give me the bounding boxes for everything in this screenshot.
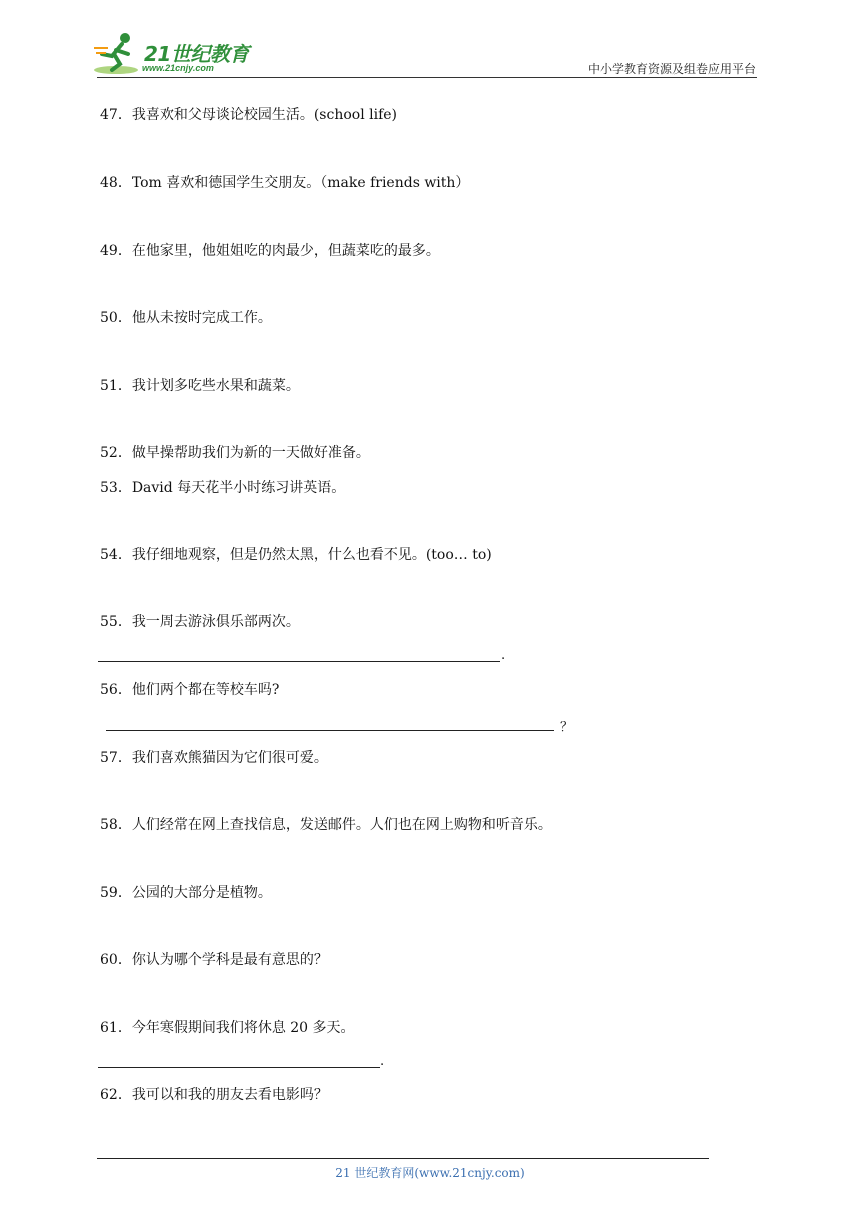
question-62 — [100, 1086, 328, 1104]
question-number: 51． — [100, 378, 132, 394]
question-text: 我喜欢和父母谈论校园生活。(school life) — [131, 107, 398, 123]
answer-line-61[interactable] — [98, 1067, 380, 1068]
question-number: 48． — [100, 175, 132, 191]
question-text: 你认为哪个学科是最有意思的？ — [131, 952, 328, 968]
footer-link[interactable]: 21 世纪教育网(www.21cnjy.com) — [335, 1166, 525, 1180]
question-number: 58． — [100, 817, 132, 833]
platform-name: 中小学教育资源及组卷应用平台 — [587, 62, 756, 76]
question-text: 我计划多吃些水果和蔬菜。 — [131, 378, 300, 394]
question-text: 公园的大部分是植物。 — [131, 885, 272, 901]
question-text: 人们经常在网上查找信息，发送邮件。人们也在网上购物和听音乐。 — [131, 817, 552, 833]
question-49 — [100, 242, 440, 260]
question-number: 60． — [100, 952, 132, 968]
question-59 — [100, 884, 272, 902]
question-47 — [100, 106, 397, 124]
runner-logo-icon — [92, 30, 142, 76]
footer-divider — [97, 1158, 709, 1159]
question-50 — [100, 309, 272, 327]
question-51 — [100, 377, 300, 395]
header-divider — [97, 77, 757, 78]
question-number: 61． — [100, 1020, 132, 1036]
question-number: 49． — [100, 243, 132, 259]
question-number: 62． — [100, 1087, 132, 1103]
question-number: 50． — [100, 310, 132, 326]
question-text: 我一周去游泳俱乐部两次。 — [131, 614, 300, 630]
question-54 — [100, 546, 492, 564]
question-text: 我可以和我的朋友去看电影吗？ — [131, 1087, 328, 1103]
answer-line-55[interactable] — [98, 661, 500, 662]
question-text: David 每天花半小时练习讲英语。 — [131, 480, 346, 496]
question-number: 59． — [100, 885, 132, 901]
question-text: 我们喜欢熊猫因为它们很可爱。 — [131, 750, 328, 766]
question-61 — [100, 1019, 355, 1037]
question-60 — [100, 951, 328, 969]
question-53 — [100, 479, 345, 497]
question-text: 他们两个都在等校车吗? — [131, 682, 280, 698]
page-header — [0, 0, 860, 90]
logo — [92, 30, 262, 78]
question-number: 56． — [100, 682, 132, 698]
logo-url: www.21cnjy.com — [142, 63, 214, 73]
answer-line-end: . — [380, 1054, 385, 1069]
question-number: 55． — [100, 614, 132, 630]
question-text: 他从未按时完成工作。 — [131, 310, 272, 326]
question-text: 做早操帮助我们为新的一天做好准备。 — [131, 445, 370, 461]
question-text: 今年寒假期间我们将休息 20 多天。 — [131, 1020, 355, 1036]
question-text: 在他家里，他姐姐吃的肉最少，但蔬菜吃的最多。 — [131, 243, 440, 259]
answer-line-end: . — [501, 648, 506, 663]
question-56 — [100, 681, 279, 699]
question-57 — [100, 749, 328, 767]
question-text: Tom 喜欢和德国学生交朋友。（make friends with） — [131, 175, 470, 191]
question-number: 54． — [100, 547, 132, 563]
question-55 — [100, 613, 300, 631]
question-number: 53． — [100, 480, 132, 496]
question-number: 47． — [100, 107, 132, 123]
question-text: 我仔细地观察，但是仍然太黑，什么也看不见。(too… to) — [131, 547, 492, 563]
question-number: 57． — [100, 750, 132, 766]
logo-title: 21世纪教育 — [144, 42, 249, 66]
question-48 — [100, 174, 469, 192]
question-number: 52． — [100, 445, 132, 461]
question-58 — [100, 816, 552, 834]
question-52 — [100, 444, 370, 462]
answer-line-56[interactable] — [106, 730, 554, 731]
answer-line-end: ？ — [560, 720, 574, 735]
